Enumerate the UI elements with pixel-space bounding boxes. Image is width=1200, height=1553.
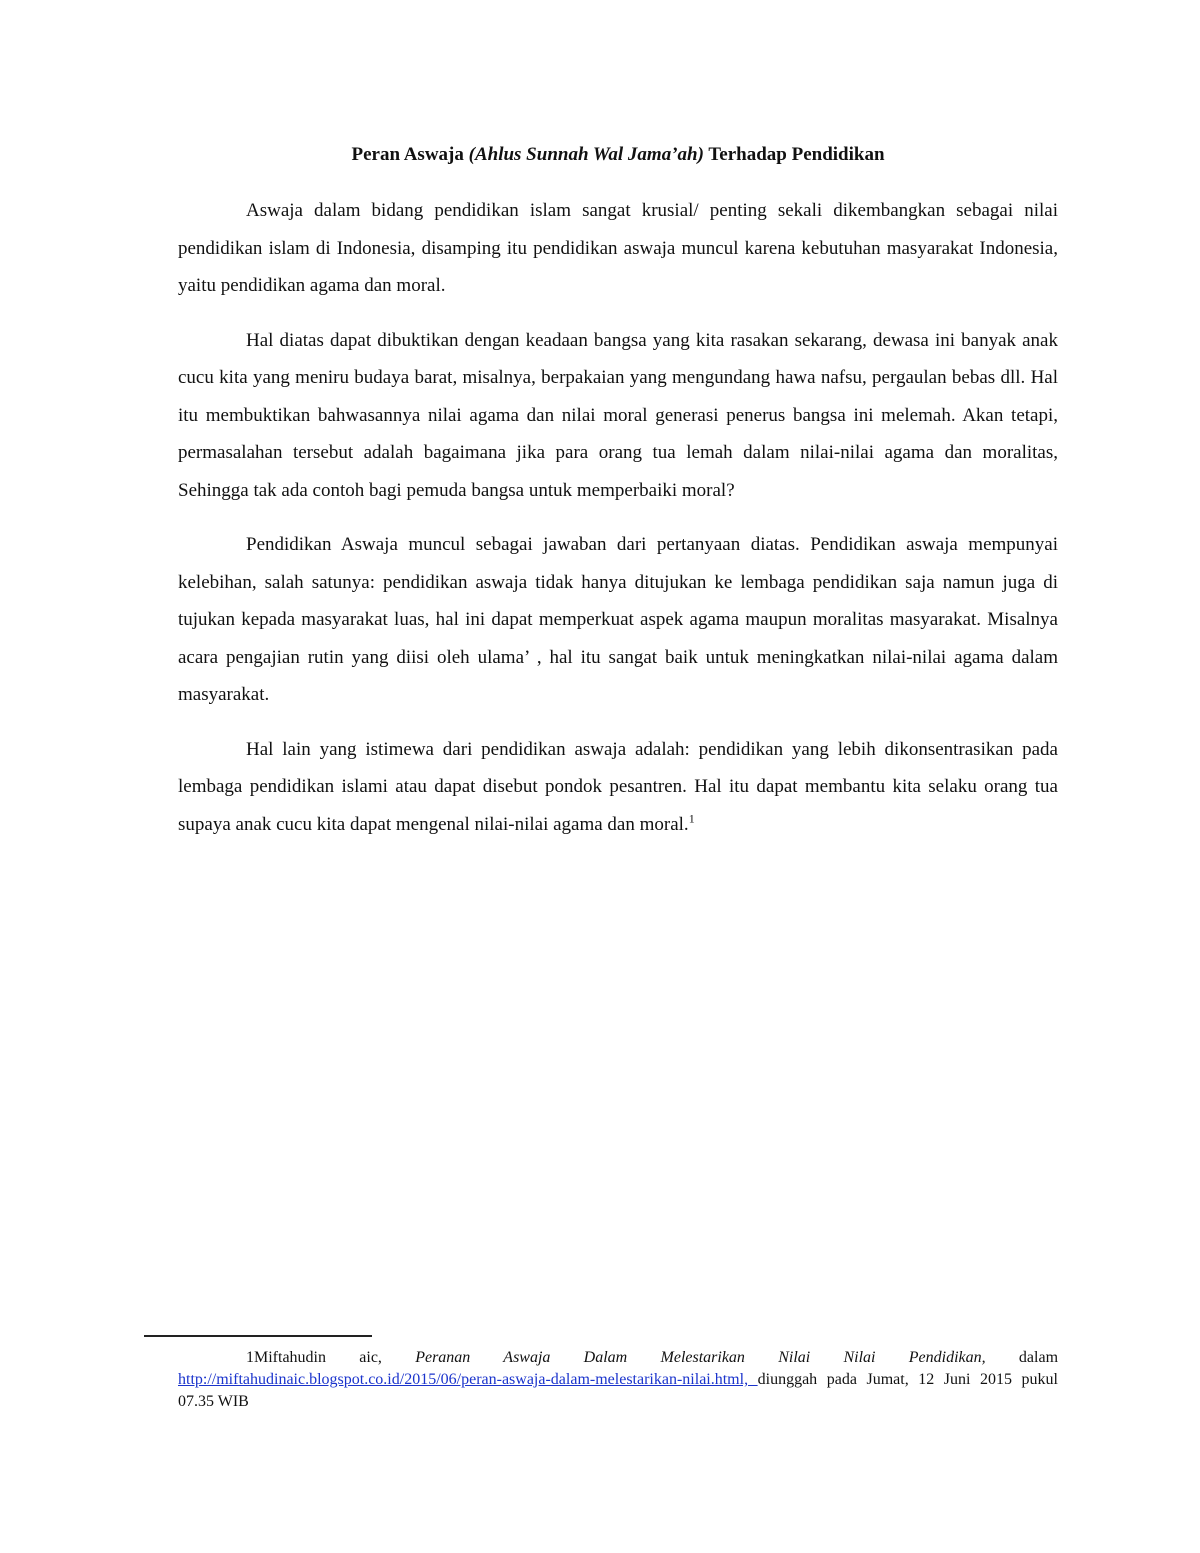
footnote-work-title: Peranan Aswaja Dalam Melestarikan Nilai Nilai Pendidikan,	[415, 1349, 986, 1366]
paragraph-2: Hal diatas dapat dibuktikan dengan keadaan bangsa yang kita rasakan sekarang, dewasa ini banyak anak cucu kita yang meniru budaya barat, misalnya, berpakaian yang mengundang hawa nafsu, pergaulan bebas dll. Hal itu membuktikan bahwasannya nilai agama dan nilai moral generasi penerus bangsa ini melemah. Akan tetapi, permasalahan tersebut adalah bagaimana jika para orang tua lemah dalam nilai-nilai agama dan moralitas, Sehingga tak ada contoh bagi pemuda bangsa untuk memperbaiki moral?	[178, 329, 1058, 501]
title-italic: (Ahlus Sunnah Wal Jama’ah)	[468, 144, 704, 165]
footnote-separator	[144, 1335, 372, 1337]
title-prefix: Peran Aswaja	[351, 144, 469, 165]
paragraph-3: Pendidikan Aswaja muncul sebagai jawaban dari pertanyaan diatas. Pendidikan aswaja mempunyai kelebihan, salah satunya: pendidikan aswaja tidak hanya ditujukan ke lembaga pendidikan saja namun juga di tujukan kepada masyarakat luas, hal ini dapat memperkuat aspek agama maupun moralitas masyarakat. Misalnya acara pengajian rutin yang diisi oleh ulama’ , hal itu sangat baik untuk meningkatkan nilai-nilai agama dalam masyarakat.	[178, 534, 1058, 705]
footnote-reference[interactable]: 1	[688, 811, 695, 826]
footnote-author: Miftahudin aic,	[254, 1349, 416, 1366]
title-suffix: Terhadap Pendidikan	[703, 144, 885, 165]
footnote-dalam: dalam	[985, 1349, 1059, 1366]
paragraph-1: Aswaja dalam bidang pendidikan islam sangat krusial/ penting sekali dikembangkan sebagai nilai pendidikan islam di Indonesia, disamping itu pendidikan aswaja muncul karena kebutuhan masyarakat Indonesia, yaitu pendidikan agama dan moral.	[178, 200, 1058, 296]
paragraph-4-text: Hal lain yang istimewa dari pendidikan aswaja adalah: pendidikan yang lebih dikonsentrasikan pada lembaga pendidikan islami atau dapat disebut pondok pesantren. Hal itu dapat membantu kita selaku orang tua supaya anak cucu kita dapat mengenal nilai-nilai agama dan moral.	[178, 738, 1058, 835]
footnote	[178, 1347, 1058, 1413]
footnote-date: diunggah pada Jumat, 12 Juni 2015 pukul 07.35 WIB	[178, 1371, 1058, 1410]
footnote-link[interactable]: http://miftahudinaic.blogspot.co.id/2015/06/peran-aswaja-dalam-melestarikan-nilai.html,	[178, 1371, 758, 1388]
document-body	[178, 192, 1058, 860]
footnote-number: 1	[246, 1349, 254, 1366]
paragraph-4	[178, 731, 1058, 844]
page-title	[178, 140, 1058, 170]
